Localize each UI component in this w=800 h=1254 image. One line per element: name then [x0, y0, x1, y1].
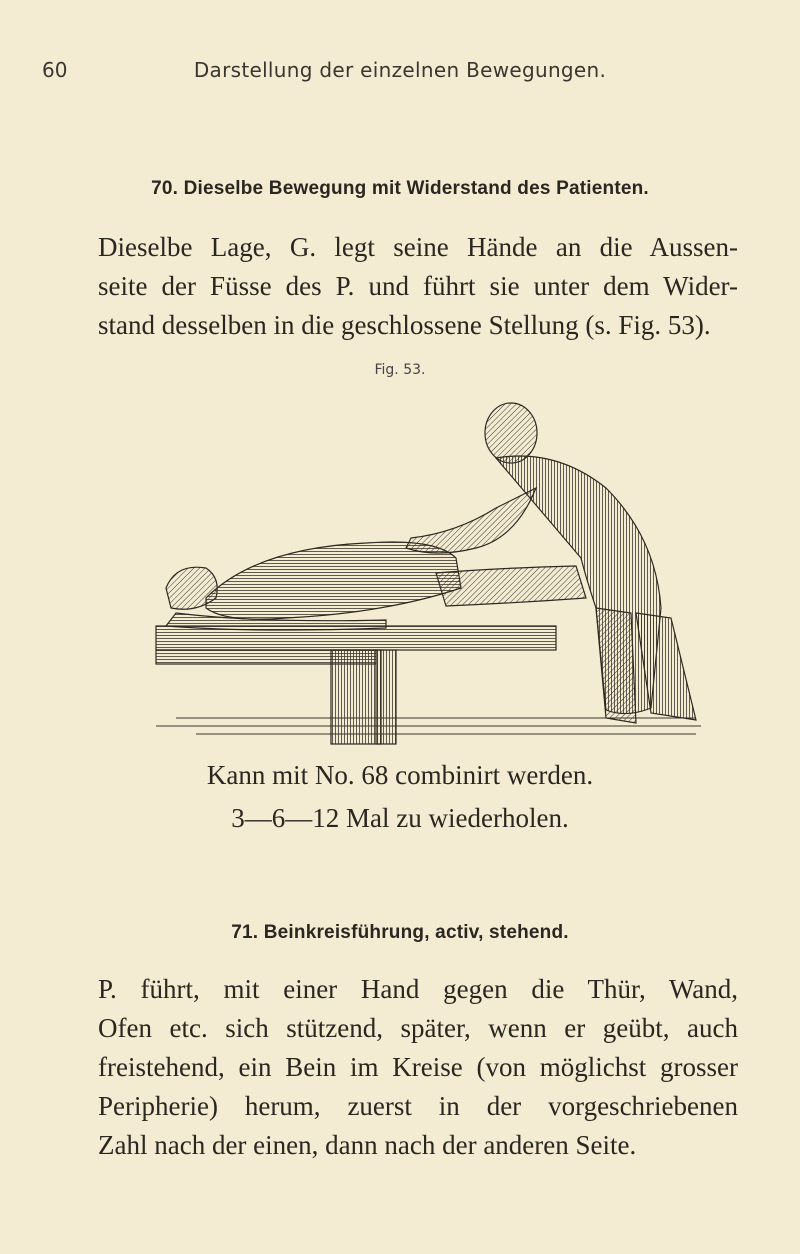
section-70-heading: 70. Dieselbe Bewegung mit Widerstand des Patienten.: [151, 178, 649, 199]
paragraph-line: Ofen etc. sich stützend, später, wenn er geübt, auch: [98, 1013, 738, 1043]
page-number: 60: [42, 58, 68, 82]
section-70-paragraph: [98, 228, 738, 345]
patient-figure: [166, 542, 586, 630]
combination-note: Kann mit No. 68 combinirt werden.: [206, 760, 594, 790]
paragraph-line: Dieselbe Lage, G. legt seine Hände an die Aussen-: [98, 232, 738, 262]
paragraph-line: P. führt, mit einer Hand gegen die Thür, Wand,: [98, 974, 738, 1004]
paragraph-line: stand desselben in die geschlossene Stellung (s. Fig. 53).: [98, 310, 711, 340]
section-71-paragraph: [98, 970, 738, 1165]
paragraph-line: freistehend, ein Bein im Kreise (von möglichst grosser: [98, 1052, 738, 1082]
paragraph-line: Peripherie) herum, zuerst in der vorgeschriebenen: [98, 1091, 738, 1121]
running-head: Darstellung der einzelnen Bewegungen.: [193, 58, 607, 82]
figure-53-illustration: [136, 388, 706, 748]
figure-caption: Fig. 53.: [374, 362, 426, 378]
repetition-note: 3—6—12 Mal zu wiederholen.: [231, 803, 569, 833]
section-71-heading: 71. Beinkreisführung, activ, stehend.: [231, 922, 569, 943]
paragraph-line: Zahl nach der einen, dann nach der anderen Seite.: [98, 1130, 637, 1160]
paragraph-line: seite der Füsse des P. und führt sie unter dem Wider-: [98, 271, 738, 301]
